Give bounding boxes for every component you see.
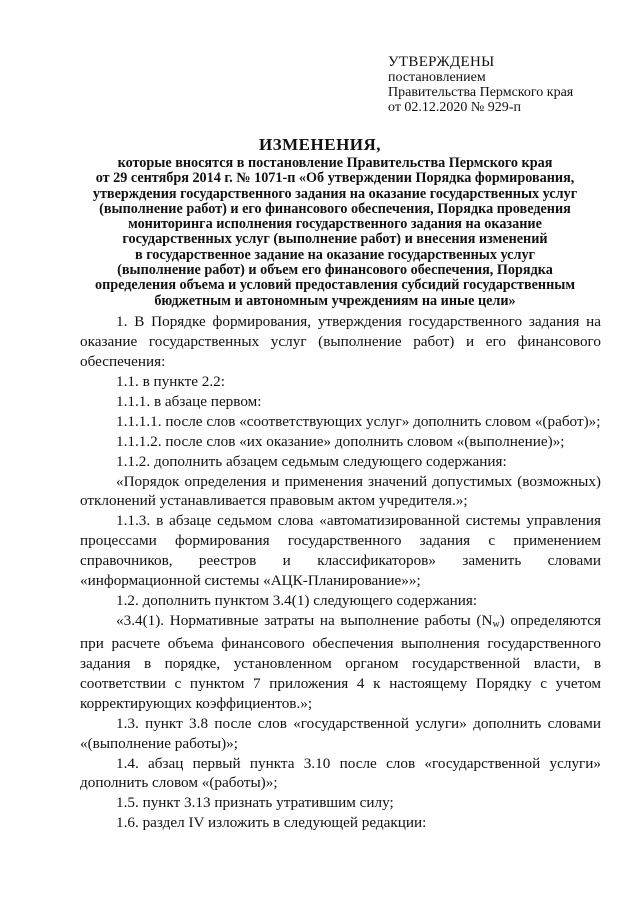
- paragraph: 1.2. дополнить пунктом 3.4(1) следующего содержания:: [116, 591, 478, 609]
- subtitle-line: бюджетным и автономным учреждениям на иные цели»: [154, 292, 516, 309]
- approval-title: УТВЕРЖДЕНЫ: [388, 54, 495, 70]
- subtitle-line: в государственное задание на оказание государственных услуг: [135, 246, 535, 263]
- paragraph: 1.1. в пункте 2.2:: [116, 372, 225, 390]
- paragraph: 1.1.2. дополнить абзацем седьмым следующего содержания:: [116, 452, 507, 470]
- paragraph: 1.1.3. в абзаце седьмом слова «автоматизированной системы управления процессами формирования государственного задания с применением справочников, реестров и классификаторов» заменить словами «информационной системы «АЦК-Планирование»»;: [80, 512, 601, 589]
- subtitle-line: которые вносятся в постановление Правительства Пермского края: [117, 155, 553, 171]
- document-subtitle: [70, 156, 600, 309]
- paragraph: 1.1.1.2. после слов «их оказание» дополнить словом «(выполнение)»;: [116, 432, 565, 450]
- approval-block: [388, 55, 573, 115]
- subtitle-line: от 29 сентября 2014 г. № 1071-п «Об утверждении Порядка формирования,: [95, 170, 575, 187]
- paragraph: 1.1.1. в абзаце первом:: [116, 392, 262, 410]
- paragraph-text: ) определяются при расчете объема финансового обеспечения выполнения государственного задания в порядке, установленном органом государственной власти, в соответствии с пунктом 7 приложения 4 к настоящему Порядку с учетом корректирующих коэффициентов.»;: [80, 611, 601, 712]
- paragraph: 1.6. раздел IV изложить в следующей редакции:: [116, 814, 427, 832]
- approval-date: от 02.12.2020 № 929-п: [388, 100, 521, 115]
- paragraph: «Порядок определения и применения значений допустимых (возможных) отклонений устанавливается правовым актом учредителя.»;: [80, 472, 601, 510]
- subtitle-line: государственных услуг (выполнение работ) и внесения изменений: [122, 231, 548, 248]
- approval-line: Правительства Пермского края: [388, 85, 574, 100]
- subtitle-line: определения объема и условий предоставления субсидий государственным: [94, 277, 576, 294]
- paragraph: 1.3. пункт 3.8 после слов «государственной услуги» дополнить словами «(выполнение работы)»;: [80, 714, 601, 752]
- subtitle-line: (выполнение работ) и объем его финансового обеспечения, Порядка: [117, 262, 553, 279]
- paragraph: 1.5. пункт 3.13 признать утратившим силу;: [116, 794, 394, 812]
- approval-line: постановлением: [388, 70, 486, 85]
- subtitle-line: мониторинга исполнения государственного задания на оказание: [128, 216, 542, 233]
- subtitle-line: утверждения государственного задания на оказание государственных услуг: [92, 185, 578, 202]
- paragraph: 1. В Порядке формирования, утверждения государственного задания на оказание государственных услуг (выполнение работ) и его финансового обеспечения:: [80, 313, 601, 370]
- paragraph: 1.1.1.1. после слов «соответствующих услуг» дополнить словом «(работ)»;: [116, 412, 601, 430]
- subscript: w: [492, 618, 500, 630]
- paragraph: [80, 611, 601, 714]
- document-title: ИЗМЕНЕНИЯ,: [258, 135, 382, 154]
- subtitle-line: (выполнение работ) и его финансового обеспечения, Порядка проведения: [99, 200, 571, 217]
- paragraph-text: «3.4(1). Нормативные затраты на выполнение работы (N: [116, 611, 493, 629]
- document-body: [80, 312, 601, 833]
- paragraph: 1.4. абзац первый пункта 3.10 после слов «государственной услуги» дополнить словом «(работы)»;: [80, 754, 601, 792]
